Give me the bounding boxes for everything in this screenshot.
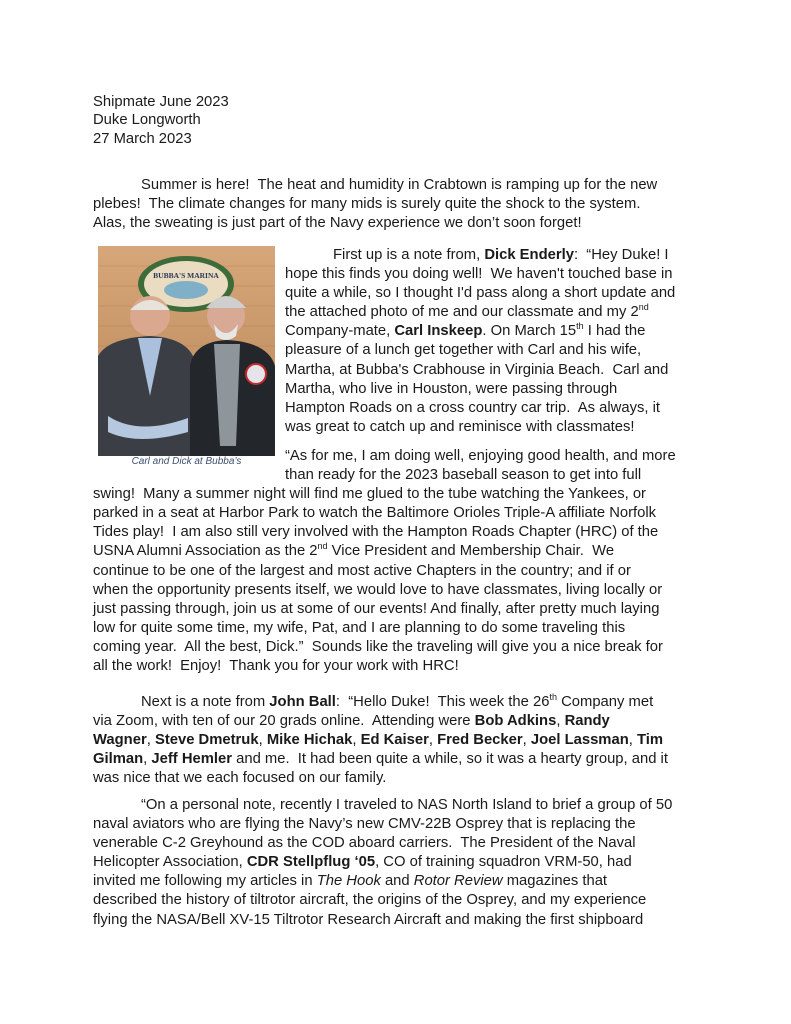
text-line [285,322,675,341]
text-run: “On a personal note, recently I traveled to NAS North Island to brief a group of 50 [141,797,673,813]
text-run: than ready for the 2023 baseball season to get into full [285,467,642,484]
text-run: Alas, the sweating is just part of the Navy experience we don’t soon forget! [93,215,582,232]
text-run: described the history of tiltrotor aircraft, the origins of the Osprey, and my experience [93,892,647,909]
bold-name: Tim [636,732,664,749]
text-run: low for quite some time, my wife, Pat, and I are planning to do some traveling this [93,619,626,636]
text-run: and me. It had been quite a while, so it was a hearty group, and it [232,751,668,768]
bold-name: Dick Enderly [484,247,574,263]
text-line [93,891,672,910]
text-line [93,214,657,233]
text-run: just passing through, join us at some of our events! And finally, after pretty much laying [93,600,660,617]
as-for-me-paragraph [93,447,676,676]
text-run: , [352,732,361,749]
photo-image [98,246,275,456]
text-run: and [380,873,414,890]
text-line [93,619,676,638]
bold-name: Joel Lassman [530,732,629,749]
text-run: Summer is here! The heat and humidity in Crabtown is ramping up for the new [141,177,658,193]
text-run: Shipmate June 2023 [93,94,229,110]
text-line [93,447,676,466]
text-line [93,600,676,619]
text-run: USNA Alumni Association as the 2 [93,543,318,560]
text-line [285,341,675,360]
text-run: swing! Many a summer night will find me glued to the tube watching the Yankees, or [93,486,646,503]
bold-name: John Ball [269,694,336,710]
text-line [93,466,676,485]
text-run: hope this finds you doing well! We haven't touched base in [285,266,673,283]
photo-caption: Carl and Dick at Bubba’s [131,456,242,467]
bold-name: CDR Stellpflug ‘05 [246,854,376,871]
text-run: Duke Longworth [93,112,201,129]
text-run: quite a while, so I thought I'd pass along a short update and [285,285,676,302]
text-run: : “Hello Duke! This week the 26 [335,694,550,710]
text-line [93,769,668,788]
text-run: Company met [556,694,654,710]
text-run: , [628,732,637,749]
text-line [93,485,676,504]
crab-icon [164,281,208,299]
text-run: continue to be one of the largest and most active Chapters in the country; and if or [93,562,631,579]
bold-name: Carl Inskeep [394,323,483,340]
text-run: : “Hey Duke! I [573,247,669,263]
text-run: , [428,732,438,749]
text-run: plebes! The climate changes for many mids is surely quite the shock to the system. [93,196,641,213]
text-run: via Zoom, with ten of our 20 grads online. Attending were [93,713,475,730]
text-run: , [146,732,155,749]
text-line [285,361,675,380]
text-line [93,523,676,542]
bold-name: Ed Kaiser [360,732,429,749]
text-run: , [143,751,152,768]
text-line [285,380,675,399]
bold-name: Steve Dmetruk [154,732,259,749]
text-line [93,542,676,561]
personal-note-paragraph [93,796,672,930]
italic-title: The Hook [316,873,381,890]
bold-name: Bob Adkins [474,713,557,730]
text-run: was nice that we each focused on our family. [93,770,387,787]
text-line [285,246,675,265]
text-line [93,562,676,581]
text-run: naval aviators who are flying the Navy’s new CMV-22B Osprey that is replacing the [93,816,636,833]
text-run: , [556,713,565,730]
text-line [93,130,229,148]
text-run: , [258,732,267,749]
ordinal-suffix: th [576,321,584,332]
bold-name: Jeff Hemler [151,751,232,768]
text-line [93,731,668,750]
text-line [93,815,672,834]
ordinal-suffix: th [549,692,557,702]
john-ball-paragraph [93,693,668,788]
text-run: coming year. All the best, Dick.” Sounds like the traveling will give you a nice break for [93,638,663,655]
text-run: parked in a seat at Harbor Park to watch the Baltimore Orioles Triple-A affiliate Norfolk [93,505,657,522]
text-run: Vice President and Membership Chair. We [327,543,615,560]
text-run: venerable C-2 Greyhound as the COD aboard carriers. The President of the Naval [93,835,636,852]
sign-text: BUBBA'S MARINA [153,271,219,280]
dick-enderly-paragraph [285,246,675,437]
text-line [93,872,672,891]
ordinal-suffix: nd [317,541,328,552]
text-line [93,93,229,111]
text-line [93,712,668,731]
text-line [285,265,675,284]
text-line [93,911,672,930]
italic-title: Rotor Review [413,873,503,890]
text-run: , CO of training squadron VRM-50, had [375,854,632,871]
text-run: Company-mate, [285,323,395,340]
text-run: Hampton Roads on a cross country car trip. As always, it [285,399,661,416]
text-run: flying the NASA/Bell XV-15 Tiltrotor Research Aircraft and making the first shipboard [93,911,644,928]
text-run: Tides play! I am also still very involved with the Hampton Roads Chapter (HRC) of the [93,524,659,541]
intro-paragraph [93,176,657,233]
text-line [285,418,675,437]
photo-carl-and-dick [98,246,275,456]
text-run: 27 March 2023 [93,130,192,147]
text-run: was great to catch up and reminisce with classmates! [285,418,635,435]
text-run: when the opportunity presents itself, we would love to have classmates, living locally or [93,581,663,598]
text-run: Next is a note from [141,694,270,710]
bold-name: Fred Becker [437,732,523,749]
text-line [93,638,676,657]
text-line [93,504,676,523]
text-line [285,303,675,322]
text-line [93,750,668,769]
bold-name: Mike Hichak [266,732,353,749]
text-run: Helicopter Association, [93,854,247,871]
bold-name: Gilman [93,751,144,768]
text-line [93,581,676,600]
text-line [93,834,672,853]
text-line [285,399,675,418]
text-run: First up is a note from, [333,247,485,263]
text-run: . On March 15 [482,323,577,340]
ordinal-suffix: nd [638,302,649,313]
bold-name: Randy [564,713,610,730]
text-run: I had the [583,323,646,340]
text-line [93,176,657,195]
text-line [93,111,229,129]
text-run: invited me following my articles in [93,873,317,890]
text-run: the attached photo of me and our classmate and my 2 [285,304,639,321]
text-line [93,693,668,712]
text-line [93,195,657,214]
text-run: magazines that [502,873,608,890]
bold-name: Wagner [93,732,147,749]
text-run: all the work! Enjoy! Thank you for your work with HRC! [93,658,459,675]
document-header [93,93,229,148]
text-line [93,657,676,676]
text-line [285,284,675,303]
text-line [93,853,672,872]
text-run: , [522,732,531,749]
text-run: “As for me, I am doing well, enjoying good health, and more [285,448,676,464]
text-run: Martha, at Bubba's Crabhouse in Virginia Beach. Carl and [285,361,669,378]
text-run: Martha, who live in Houston, were passing through [285,380,618,397]
text-line [93,796,672,815]
text-run: pleasure of a lunch get together with Carl and his wife, [285,342,642,359]
